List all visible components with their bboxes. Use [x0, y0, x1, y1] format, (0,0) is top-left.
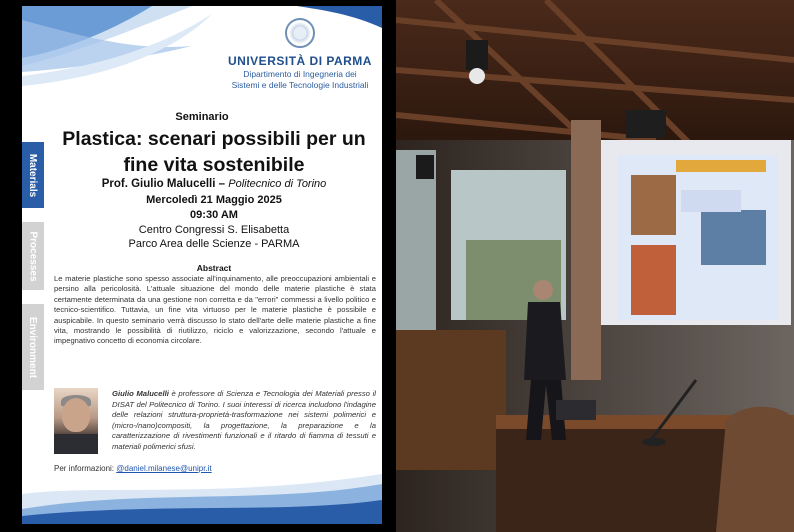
speaker-line	[52, 178, 376, 190]
abstract-text: Le materie plastiche sono spesso associate all'inquinamento, alle preoccupazioni ambientali e persino alla pericolosità. L'attuale situazione del mondo delle materie plastiche è stata certamente determinata da una gestione non corretta e da "errori" commessi a livello politico e tecnico-scientifico. Tuttavia, un fine vita virtuoso per le materie plastiche è possibile e auspicabile. In questo seminario verrà discusso lo stato dell'arte delle materie plastiche a fine vita, mostrando le possibilità di riutilizzo, riciclo e valorizzazione, secondo l'attuale e impegnativo concetto di economia circolare.	[54, 274, 376, 346]
poster-footer-swoosh	[22, 454, 382, 524]
side-tab-processes-label: Processes	[27, 230, 39, 282]
university-name: UNIVERSITÀ DI PARMA	[228, 54, 372, 68]
department-line-1: Dipartimento di Ingegneria dei	[243, 69, 357, 79]
seminar-room-scene	[396, 0, 794, 532]
contact-email-link[interactable]: @daniel.milanese@unipr.it	[116, 464, 212, 473]
event-date: Mercoledì 21 Maggio 2025	[146, 194, 282, 206]
speaker-name: Prof. Giulio Malucelli –	[101, 178, 226, 190]
side-tab-environment	[22, 304, 44, 390]
speaker-affiliation: Politecnico di Torino	[228, 178, 327, 190]
university-seal-logo	[285, 18, 315, 48]
side-tab-environment-label: Environment	[27, 316, 39, 378]
department-line-2: Sistemi e delle Tecnologie Industriali	[231, 80, 369, 90]
seminar-title-line-1: Plastica: scenari possibili per un	[62, 128, 366, 150]
side-tab-materials-label: Materials	[27, 153, 39, 197]
side-tab-materials	[22, 142, 44, 208]
side-tab-processes	[22, 222, 44, 290]
abstract-heading: Abstract	[196, 263, 232, 273]
seminar-room-photo	[396, 0, 794, 532]
contact-label: Per informazioni:	[54, 464, 117, 473]
bio-text: è professore di Scienza e Tecnologia dei Materiali presso il DISAT del Politecnico di Torino. I suoi interessi di ricerca includono l'indagine delle relazioni struttura-proprietà-trasformazione nei sistemi polimerici e (micro-/nano)compositi, la progettazione, la preparazione e la caratterizzazione di rivestimenti funzionali e il ritardo di fiamma di tessuti e materiali polimerici sfusi.	[112, 389, 376, 451]
speaker-photo	[54, 388, 98, 454]
bio-name: Giulio Malucelli	[112, 389, 169, 398]
department-name	[216, 69, 382, 91]
venue-line-1: Centro Congressi S. Elisabetta	[138, 224, 290, 236]
venue-line-2: Parco Area delle Scienze - PARMA	[128, 238, 300, 250]
seminar-poster	[22, 6, 382, 524]
seminar-title-line-2: fine vita sostenibile	[123, 154, 305, 176]
speaker-bio	[112, 389, 376, 452]
event-time: 09:30 AM	[190, 209, 238, 221]
seminar-title	[52, 126, 376, 178]
event-type: Seminario	[175, 111, 229, 123]
